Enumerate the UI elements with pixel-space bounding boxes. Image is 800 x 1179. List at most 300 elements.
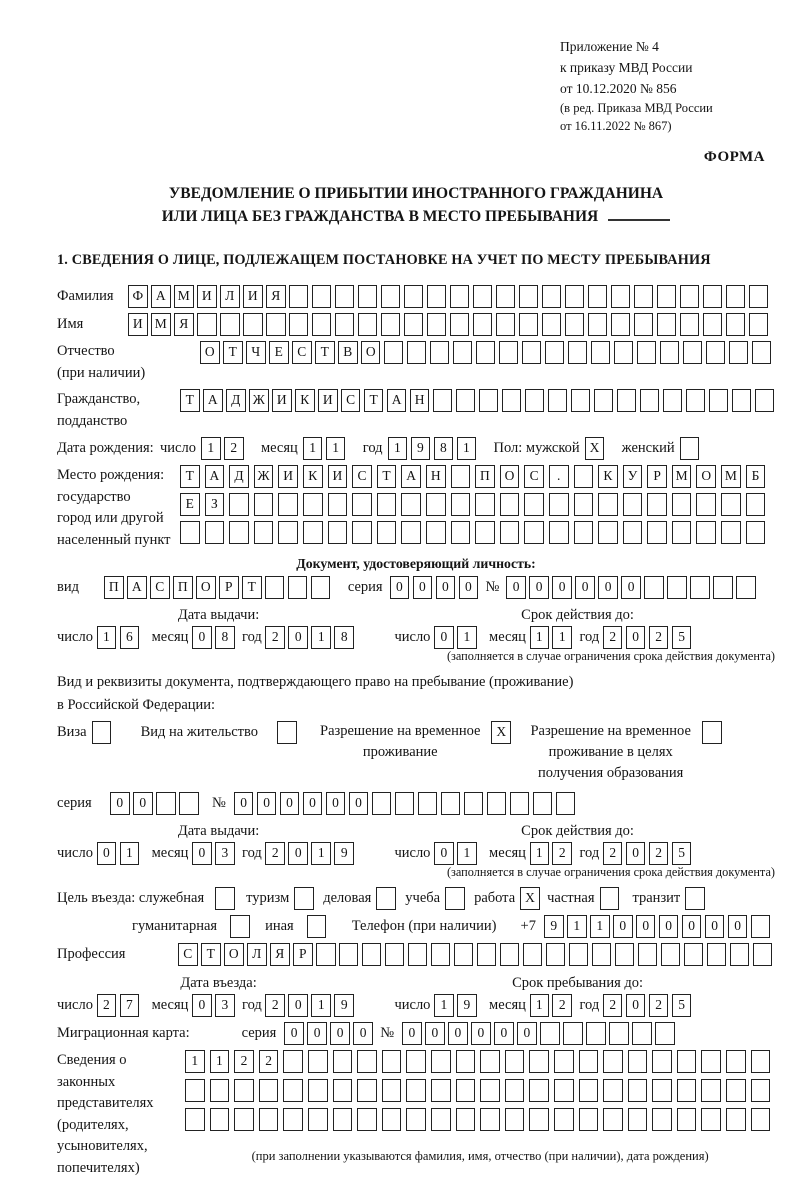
form-cell-filled[interactable]: 0 — [626, 626, 646, 649]
form-cell-empty[interactable] — [545, 341, 565, 364]
form-cell-empty[interactable] — [542, 285, 562, 308]
form-cell-empty[interactable] — [594, 389, 614, 412]
form-cell-empty[interactable] — [381, 285, 401, 308]
form-cell-filled[interactable]: А — [401, 465, 421, 488]
form-cell-empty[interactable] — [418, 792, 438, 815]
form-cell-filled[interactable]: 2 — [265, 994, 285, 1017]
form-cell-filled[interactable]: С — [178, 943, 198, 966]
form-cell-empty[interactable] — [672, 521, 692, 544]
form-cell-empty[interactable] — [377, 521, 397, 544]
form-cell-empty[interactable] — [499, 341, 519, 364]
form-cell-filled[interactable]: А — [151, 285, 171, 308]
form-cell-filled[interactable]: 1 — [457, 437, 477, 460]
form-cell-filled[interactable]: 2 — [97, 994, 117, 1017]
form-cell-empty[interactable] — [598, 521, 618, 544]
form-cell-filled[interactable]: Т — [315, 341, 335, 364]
form-cell-empty[interactable] — [352, 493, 372, 516]
form-cell-empty[interactable] — [426, 493, 446, 516]
form-cell-empty[interactable] — [540, 1022, 560, 1045]
form-cell-filled[interactable]: 0 — [626, 842, 646, 865]
form-cell-filled[interactable]: 1 — [311, 626, 331, 649]
form-cell-filled[interactable]: 9 — [334, 842, 354, 865]
form-cell-empty[interactable] — [611, 313, 631, 336]
form-cell-empty[interactable] — [588, 285, 608, 308]
form-cell-empty[interactable] — [746, 493, 766, 516]
form-cell-filled[interactable]: 0 — [280, 792, 300, 815]
form-cell-empty[interactable] — [362, 943, 382, 966]
form-cell-filled[interactable]: 0 — [517, 1022, 537, 1045]
form-cell-filled[interactable]: 0 — [529, 576, 549, 599]
form-cell-empty[interactable] — [753, 943, 773, 966]
form-cell-empty[interactable] — [680, 285, 700, 308]
form-cell-empty[interactable] — [529, 1079, 549, 1102]
form-cell-empty[interactable] — [328, 493, 348, 516]
form-cell-filled[interactable]: 2 — [552, 842, 572, 865]
form-cell-filled[interactable]: 1 — [311, 842, 331, 865]
form-cell-filled[interactable]: 5 — [672, 994, 692, 1017]
form-cell-filled[interactable]: 0 — [110, 792, 130, 815]
form-cell-empty[interactable] — [617, 389, 637, 412]
form-cell-empty[interactable] — [640, 389, 660, 412]
form-cell-empty[interactable] — [755, 389, 775, 412]
form-cell-filled[interactable]: 0 — [353, 1022, 373, 1045]
form-cell-empty[interactable] — [456, 1108, 476, 1131]
form-cell-filled[interactable]: 9 — [411, 437, 431, 460]
form-cell-filled[interactable]: Т — [242, 576, 262, 599]
form-cell-filled[interactable]: 7 — [120, 994, 140, 1017]
form-cell-filled[interactable]: А — [387, 389, 407, 412]
form-cell-empty[interactable] — [289, 285, 309, 308]
form-cell-filled[interactable]: Ж — [249, 389, 269, 412]
form-cell-filled[interactable]: У — [623, 465, 643, 488]
form-cell-empty[interactable] — [637, 341, 657, 364]
form-cell-empty[interactable] — [229, 493, 249, 516]
form-cell-empty[interactable] — [185, 1079, 205, 1102]
form-cell-empty[interactable] — [259, 1079, 279, 1102]
form-cell-filled[interactable]: 0 — [621, 576, 641, 599]
form-cell-empty[interactable] — [430, 341, 450, 364]
form-cell-empty[interactable] — [312, 285, 332, 308]
form-cell-empty[interactable] — [406, 1108, 426, 1131]
form-cell-empty[interactable] — [234, 1079, 254, 1102]
form-cell-empty[interactable] — [726, 1079, 746, 1102]
form-cell-filled[interactable]: 6 — [120, 626, 140, 649]
form-cell-empty[interactable] — [308, 1108, 328, 1131]
form-cell-empty[interactable] — [677, 1108, 697, 1131]
form-cell-filled[interactable]: О — [696, 465, 716, 488]
form-cell-filled[interactable]: 0 — [390, 576, 410, 599]
form-cell-empty[interactable] — [476, 341, 496, 364]
form-cell-empty[interactable] — [519, 285, 539, 308]
purpose-transit-checkbox[interactable] — [685, 887, 705, 910]
form-cell-empty[interactable] — [278, 521, 298, 544]
form-cell-filled[interactable]: Ж — [254, 465, 274, 488]
form-cell-filled[interactable]: 0 — [682, 915, 702, 938]
form-cell-filled[interactable]: 0 — [288, 842, 308, 865]
form-cell-empty[interactable] — [751, 1079, 771, 1102]
form-cell-filled[interactable]: 1 — [97, 626, 117, 649]
form-cell-filled[interactable]: 1 — [201, 437, 221, 460]
form-cell-empty[interactable] — [431, 1079, 451, 1102]
form-cell-empty[interactable] — [382, 1050, 402, 1073]
form-cell-filled[interactable]: О — [196, 576, 216, 599]
form-cell-empty[interactable] — [713, 576, 733, 599]
form-cell-empty[interactable] — [333, 1050, 353, 1073]
form-cell-filled[interactable]: Ф — [128, 285, 148, 308]
form-cell-empty[interactable] — [441, 792, 461, 815]
form-cell-empty[interactable] — [450, 313, 470, 336]
form-cell-filled[interactable]: 0 — [613, 915, 633, 938]
form-cell-empty[interactable] — [554, 1079, 574, 1102]
form-cell-filled[interactable]: И — [278, 465, 298, 488]
form-cell-filled[interactable]: 0 — [257, 792, 277, 815]
form-cell-filled[interactable]: 1 — [457, 626, 477, 649]
form-cell-empty[interactable] — [377, 493, 397, 516]
form-cell-empty[interactable] — [556, 792, 576, 815]
form-cell-empty[interactable] — [431, 1108, 451, 1131]
form-cell-filled[interactable]: 2 — [649, 994, 669, 1017]
form-cell-empty[interactable] — [197, 313, 217, 336]
form-cell-filled[interactable]: С — [150, 576, 170, 599]
form-cell-empty[interactable] — [278, 493, 298, 516]
form-cell-empty[interactable] — [647, 521, 667, 544]
form-cell-empty[interactable] — [546, 943, 566, 966]
form-cell-empty[interactable] — [736, 576, 756, 599]
form-cell-empty[interactable] — [579, 1050, 599, 1073]
form-cell-filled[interactable]: 1 — [120, 842, 140, 865]
form-cell-filled[interactable]: 1 — [326, 437, 346, 460]
form-cell-filled[interactable]: 0 — [552, 576, 572, 599]
form-cell-filled[interactable]: 0 — [728, 915, 748, 938]
form-cell-empty[interactable] — [568, 341, 588, 364]
purpose-humanitarian-checkbox[interactable] — [230, 915, 250, 938]
form-cell-empty[interactable] — [339, 943, 359, 966]
form-cell-filled[interactable]: 8 — [215, 626, 235, 649]
form-cell-empty[interactable] — [565, 285, 585, 308]
form-cell-filled[interactable]: 9 — [544, 915, 564, 938]
form-cell-filled[interactable]: 3 — [215, 842, 235, 865]
form-cell-filled[interactable]: 8 — [434, 437, 454, 460]
form-cell-empty[interactable] — [477, 943, 497, 966]
form-cell-empty[interactable] — [726, 285, 746, 308]
form-cell-empty[interactable] — [288, 576, 308, 599]
form-cell-empty[interactable] — [672, 493, 692, 516]
form-cell-empty[interactable] — [614, 341, 634, 364]
form-cell-filled[interactable]: 9 — [457, 994, 477, 1017]
form-cell-empty[interactable] — [382, 1108, 402, 1131]
form-cell-empty[interactable] — [726, 313, 746, 336]
form-cell-filled[interactable]: О — [500, 465, 520, 488]
form-cell-filled[interactable]: П — [475, 465, 495, 488]
form-cell-filled[interactable]: И — [243, 285, 263, 308]
form-cell-empty[interactable] — [502, 389, 522, 412]
form-cell-filled[interactable]: О — [361, 341, 381, 364]
form-cell-empty[interactable] — [749, 313, 769, 336]
form-cell-empty[interactable] — [382, 1079, 402, 1102]
form-cell-filled[interactable]: 0 — [326, 792, 346, 815]
form-cell-empty[interactable] — [395, 792, 415, 815]
form-cell-empty[interactable] — [749, 285, 769, 308]
form-cell-filled[interactable]: 1 — [311, 994, 331, 1017]
form-cell-empty[interactable] — [406, 1050, 426, 1073]
form-cell-empty[interactable] — [703, 313, 723, 336]
form-cell-empty[interactable] — [652, 1079, 672, 1102]
form-cell-empty[interactable] — [404, 313, 424, 336]
form-cell-filled[interactable]: 5 — [672, 842, 692, 865]
form-cell-filled[interactable]: И — [272, 389, 292, 412]
form-cell-filled[interactable]: Я — [266, 285, 286, 308]
form-cell-filled[interactable]: 2 — [234, 1050, 254, 1073]
form-cell-empty[interactable] — [210, 1108, 230, 1131]
form-cell-empty[interactable] — [357, 1108, 377, 1131]
form-cell-empty[interactable] — [563, 1022, 583, 1045]
form-cell-empty[interactable] — [565, 313, 585, 336]
form-cell-filled[interactable]: Е — [269, 341, 289, 364]
form-cell-empty[interactable] — [266, 313, 286, 336]
form-cell-empty[interactable] — [707, 943, 727, 966]
form-cell-empty[interactable] — [569, 943, 589, 966]
form-cell-filled[interactable]: 1 — [530, 994, 550, 1017]
form-cell-empty[interactable] — [696, 493, 716, 516]
form-cell-empty[interactable] — [579, 1079, 599, 1102]
form-cell-empty[interactable] — [628, 1108, 648, 1131]
form-cell-filled[interactable]: 2 — [649, 842, 669, 865]
form-cell-filled[interactable]: И — [197, 285, 217, 308]
form-cell-empty[interactable] — [473, 285, 493, 308]
form-cell-empty[interactable] — [303, 493, 323, 516]
form-cell-filled[interactable]: М — [174, 285, 194, 308]
form-cell-filled[interactable]: 0 — [506, 576, 526, 599]
form-cell-empty[interactable] — [358, 285, 378, 308]
form-cell-filled[interactable]: 2 — [265, 626, 285, 649]
form-cell-empty[interactable] — [427, 285, 447, 308]
form-cell-filled[interactable]: 0 — [626, 994, 646, 1017]
form-cell-filled[interactable]: В — [338, 341, 358, 364]
form-cell-filled[interactable]: 2 — [259, 1050, 279, 1073]
form-cell-filled[interactable]: Л — [220, 285, 240, 308]
form-cell-filled[interactable]: И — [328, 465, 348, 488]
form-cell-empty[interactable] — [479, 389, 499, 412]
form-cell-filled[interactable]: 0 — [192, 626, 212, 649]
form-cell-empty[interactable] — [451, 493, 471, 516]
form-cell-empty[interactable] — [623, 521, 643, 544]
form-cell-empty[interactable] — [335, 313, 355, 336]
residence-permit-checkbox[interactable] — [277, 721, 297, 744]
form-cell-empty[interactable] — [357, 1050, 377, 1073]
form-cell-filled[interactable]: О — [224, 943, 244, 966]
form-cell-empty[interactable] — [333, 1079, 353, 1102]
form-cell-empty[interactable] — [667, 576, 687, 599]
purpose-study-checkbox[interactable] — [445, 887, 465, 910]
form-cell-empty[interactable] — [254, 521, 274, 544]
form-cell-empty[interactable] — [701, 1108, 721, 1131]
form-cell-empty[interactable] — [663, 389, 683, 412]
form-cell-filled[interactable]: Д — [229, 465, 249, 488]
form-cell-empty[interactable] — [433, 389, 453, 412]
form-cell-empty[interactable] — [522, 341, 542, 364]
form-cell-filled[interactable]: С — [524, 465, 544, 488]
form-cell-empty[interactable] — [652, 1050, 672, 1073]
form-cell-empty[interactable] — [427, 313, 447, 336]
form-cell-filled[interactable]: 1 — [567, 915, 587, 938]
form-cell-empty[interactable] — [644, 576, 664, 599]
form-cell-empty[interactable] — [701, 1050, 721, 1073]
form-cell-empty[interactable] — [179, 792, 199, 815]
form-cell-filled[interactable]: Т — [180, 389, 200, 412]
form-cell-empty[interactable] — [525, 389, 545, 412]
form-cell-empty[interactable] — [703, 285, 723, 308]
form-cell-empty[interactable] — [210, 1079, 230, 1102]
form-cell-empty[interactable] — [500, 493, 520, 516]
form-cell-filled[interactable]: М — [721, 465, 741, 488]
form-cell-filled[interactable]: 0 — [288, 994, 308, 1017]
form-cell-empty[interactable] — [709, 389, 729, 412]
form-cell-empty[interactable] — [303, 521, 323, 544]
form-cell-empty[interactable] — [726, 1050, 746, 1073]
form-cell-empty[interactable] — [655, 1022, 675, 1045]
form-cell-empty[interactable] — [357, 1079, 377, 1102]
form-cell-empty[interactable] — [510, 792, 530, 815]
form-cell-filled[interactable]: К — [303, 465, 323, 488]
form-cell-filled[interactable]: 1 — [552, 626, 572, 649]
form-cell-filled[interactable]: 0 — [330, 1022, 350, 1045]
form-cell-filled[interactable]: К — [598, 465, 618, 488]
form-cell-empty[interactable] — [609, 1022, 629, 1045]
form-cell-empty[interactable] — [185, 1108, 205, 1131]
form-cell-empty[interactable] — [220, 313, 240, 336]
form-cell-empty[interactable] — [523, 943, 543, 966]
form-cell-empty[interactable] — [548, 389, 568, 412]
form-cell-empty[interactable] — [751, 915, 771, 938]
form-cell-empty[interactable] — [456, 1050, 476, 1073]
form-cell-empty[interactable] — [524, 493, 544, 516]
form-cell-empty[interactable] — [632, 1022, 652, 1045]
form-cell-empty[interactable] — [408, 943, 428, 966]
form-cell-filled[interactable]: 0 — [288, 626, 308, 649]
form-cell-empty[interactable] — [426, 521, 446, 544]
form-cell-filled[interactable]: 3 — [215, 994, 235, 1017]
form-cell-filled[interactable]: Т — [180, 465, 200, 488]
form-cell-empty[interactable] — [283, 1050, 303, 1073]
form-cell-filled[interactable]: 0 — [659, 915, 679, 938]
form-cell-empty[interactable] — [701, 1079, 721, 1102]
form-cell-empty[interactable] — [372, 792, 392, 815]
form-cell-empty[interactable] — [683, 341, 703, 364]
form-cell-filled[interactable]: 0 — [192, 994, 212, 1017]
form-cell-filled[interactable]: И — [128, 313, 148, 336]
form-cell-empty[interactable] — [623, 493, 643, 516]
form-cell-empty[interactable] — [352, 521, 372, 544]
form-cell-filled[interactable]: З — [205, 493, 225, 516]
form-cell-empty[interactable] — [579, 1108, 599, 1131]
form-cell-filled[interactable]: 1 — [530, 626, 550, 649]
form-cell-empty[interactable] — [574, 493, 594, 516]
form-cell-filled[interactable]: А — [127, 576, 147, 599]
form-cell-empty[interactable] — [259, 1108, 279, 1131]
form-cell-filled[interactable]: П — [173, 576, 193, 599]
form-cell-empty[interactable] — [706, 341, 726, 364]
form-cell-empty[interactable] — [574, 465, 594, 488]
form-cell-empty[interactable] — [730, 943, 750, 966]
form-cell-empty[interactable] — [611, 285, 631, 308]
purpose-other-checkbox[interactable] — [307, 915, 327, 938]
form-cell-empty[interactable] — [451, 521, 471, 544]
temp-residence-checkbox[interactable]: X — [491, 721, 511, 744]
form-cell-empty[interactable] — [464, 792, 484, 815]
purpose-business-checkbox[interactable] — [376, 887, 396, 910]
form-cell-empty[interactable] — [496, 313, 516, 336]
form-cell-empty[interactable] — [549, 493, 569, 516]
form-cell-filled[interactable]: 1 — [388, 437, 408, 460]
form-cell-filled[interactable]: М — [672, 465, 692, 488]
form-cell-empty[interactable] — [647, 493, 667, 516]
form-cell-empty[interactable] — [401, 521, 421, 544]
form-cell-empty[interactable] — [480, 1050, 500, 1073]
form-cell-empty[interactable] — [603, 1079, 623, 1102]
form-cell-filled[interactable]: 8 — [334, 626, 354, 649]
form-cell-filled[interactable]: Е — [180, 493, 200, 516]
form-cell-empty[interactable] — [328, 521, 348, 544]
form-cell-empty[interactable] — [431, 1050, 451, 1073]
form-cell-empty[interactable] — [283, 1108, 303, 1131]
form-cell-filled[interactable]: 0 — [133, 792, 153, 815]
form-cell-filled[interactable]: 0 — [459, 576, 479, 599]
form-cell-filled[interactable]: 0 — [425, 1022, 445, 1045]
form-cell-empty[interactable] — [684, 943, 704, 966]
form-cell-empty[interactable] — [696, 521, 716, 544]
form-cell-filled[interactable]: 2 — [649, 626, 669, 649]
form-cell-empty[interactable] — [591, 341, 611, 364]
form-cell-filled[interactable]: 0 — [284, 1022, 304, 1045]
form-cell-filled[interactable]: Т — [223, 341, 243, 364]
form-cell-empty[interactable] — [721, 521, 741, 544]
form-cell-empty[interactable] — [475, 493, 495, 516]
form-cell-filled[interactable]: Н — [410, 389, 430, 412]
form-cell-filled[interactable]: 2 — [224, 437, 244, 460]
form-cell-filled[interactable]: И — [318, 389, 338, 412]
form-cell-filled[interactable]: О — [200, 341, 220, 364]
form-cell-empty[interactable] — [500, 521, 520, 544]
form-cell-empty[interactable] — [475, 521, 495, 544]
form-cell-empty[interactable] — [686, 389, 706, 412]
form-cell-empty[interactable] — [316, 943, 336, 966]
form-cell-empty[interactable] — [407, 341, 427, 364]
form-cell-empty[interactable] — [505, 1050, 525, 1073]
form-cell-filled[interactable]: . — [549, 465, 569, 488]
form-cell-empty[interactable] — [571, 389, 591, 412]
purpose-private-checkbox[interactable] — [600, 887, 620, 910]
form-cell-empty[interactable] — [542, 313, 562, 336]
form-cell-filled[interactable]: Р — [219, 576, 239, 599]
form-cell-empty[interactable] — [450, 285, 470, 308]
form-cell-filled[interactable]: 0 — [448, 1022, 468, 1045]
form-cell-empty[interactable] — [180, 521, 200, 544]
form-cell-empty[interactable] — [628, 1079, 648, 1102]
male-checkbox[interactable]: X — [585, 437, 605, 460]
form-cell-filled[interactable]: 1 — [457, 842, 477, 865]
form-cell-empty[interactable] — [657, 285, 677, 308]
form-cell-empty[interactable] — [615, 943, 635, 966]
form-cell-empty[interactable] — [308, 1050, 328, 1073]
form-cell-empty[interactable] — [384, 341, 404, 364]
form-cell-filled[interactable]: 2 — [265, 842, 285, 865]
form-cell-filled[interactable]: П — [104, 576, 124, 599]
form-cell-filled[interactable]: Б — [746, 465, 766, 488]
form-cell-filled[interactable]: Т — [377, 465, 397, 488]
form-cell-empty[interactable] — [721, 493, 741, 516]
form-cell-empty[interactable] — [652, 1108, 672, 1131]
form-cell-filled[interactable]: 0 — [494, 1022, 514, 1045]
